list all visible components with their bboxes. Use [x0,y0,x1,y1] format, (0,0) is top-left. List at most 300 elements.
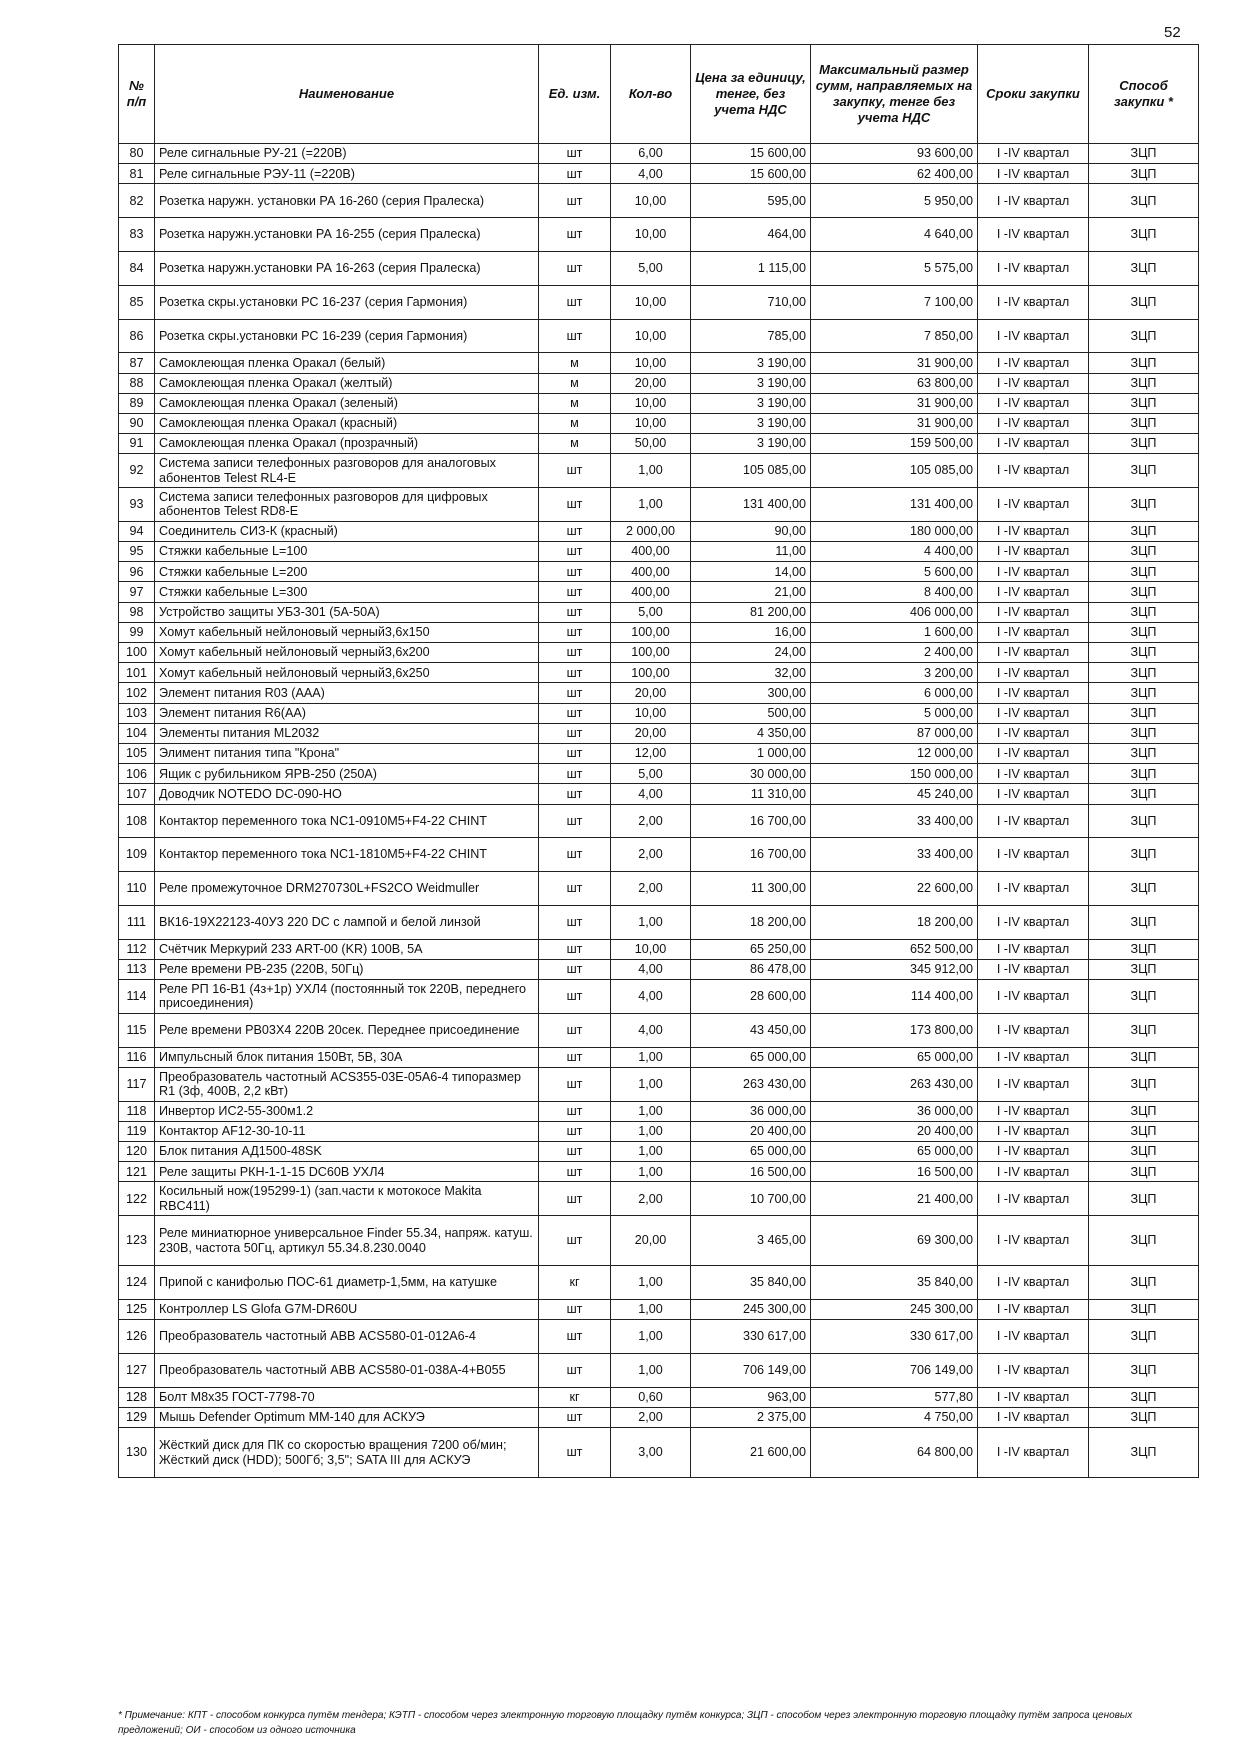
method-cell: ЗЦП [1089,353,1199,373]
quantity-cell: 10,00 [611,413,691,433]
period-cell: I -IV квартал [978,1387,1089,1407]
header-qty: Кол-во [611,45,691,144]
table-row [119,980,1199,1014]
table-row [119,521,1199,541]
unit-cell: м [539,413,611,433]
unit-price-cell: 14,00 [691,562,811,582]
method-cell: ЗЦП [1089,285,1199,319]
item-name: Хомут кабельный нейлоновый черный3,6х150 [155,622,539,642]
unit-cell: шт [539,251,611,285]
method-cell: ЗЦП [1089,872,1199,906]
table-row [119,764,1199,784]
table-row [119,488,1199,522]
table-row [119,1121,1199,1141]
period-cell: I -IV квартал [978,980,1089,1014]
unit-price-cell: 245 300,00 [691,1300,811,1320]
row-number: 107 [119,784,155,804]
unit-price-cell: 65 000,00 [691,1142,811,1162]
unit-price-cell: 330 617,00 [691,1320,811,1354]
max-sum-cell: 8 400,00 [811,582,978,602]
period-cell: I -IV квартал [978,1182,1089,1216]
max-sum-cell: 5 000,00 [811,703,978,723]
unit-cell: шт [539,164,611,184]
max-sum-cell: 706 149,00 [811,1353,978,1387]
unit-cell: шт [539,1353,611,1387]
unit-cell: шт [539,764,611,784]
unit-cell: шт [539,663,611,683]
unit-cell: шт [539,144,611,164]
max-sum-cell: 345 912,00 [811,959,978,979]
max-sum-cell: 33 400,00 [811,838,978,872]
unit-cell: шт [539,804,611,838]
table-body [119,144,1199,1478]
table-row [119,1047,1199,1067]
unit-price-cell: 43 450,00 [691,1013,811,1047]
method-cell: ЗЦП [1089,939,1199,959]
row-number: 80 [119,144,155,164]
period-cell: I -IV квартал [978,1216,1089,1266]
row-number: 92 [119,454,155,488]
item-name: Реле сигнальные РУ-21 (=220В) [155,144,539,164]
item-name: Преобразователь частотный АВВ ACS580-01-012A6-4 [155,1320,539,1354]
table-row [119,582,1199,602]
quantity-cell: 100,00 [611,663,691,683]
period-cell: I -IV квартал [978,602,1089,622]
item-name: Косильный нож(195299-1) (зап.части к мотокосе Makita RBC411) [155,1182,539,1216]
quantity-cell: 2,00 [611,838,691,872]
max-sum-cell: 65 000,00 [811,1047,978,1067]
max-sum-cell: 33 400,00 [811,804,978,838]
quantity-cell: 1,00 [611,488,691,522]
unit-cell: м [539,373,611,393]
quantity-cell: 1,00 [611,1067,691,1101]
period-cell: I -IV квартал [978,1407,1089,1427]
unit-price-cell: 16 700,00 [691,804,811,838]
row-number: 86 [119,319,155,353]
quantity-cell: 2,00 [611,1182,691,1216]
table-row [119,164,1199,184]
period-cell: I -IV квартал [978,1162,1089,1182]
period-cell: I -IV квартал [978,521,1089,541]
unit-cell: кг [539,1266,611,1300]
quantity-cell: 4,00 [611,784,691,804]
period-cell: I -IV квартал [978,1013,1089,1047]
unit-price-cell: 300,00 [691,683,811,703]
period-cell: I -IV квартал [978,319,1089,353]
unit-price-cell: 86 478,00 [691,959,811,979]
table-row [119,663,1199,683]
item-name: Самоклеющая пленка Оракал (прозрачный) [155,434,539,454]
quantity-cell: 400,00 [611,582,691,602]
table-row [119,723,1199,743]
method-cell: ЗЦП [1089,184,1199,218]
row-number: 126 [119,1320,155,1354]
row-number: 105 [119,743,155,763]
method-cell: ЗЦП [1089,1101,1199,1121]
period-cell: I -IV квартал [978,905,1089,939]
header-price: Цена за единицу, тенге, без учета НДС [691,45,811,144]
max-sum-cell: 4 750,00 [811,1407,978,1427]
table-row [119,413,1199,433]
unit-price-cell: 1 000,00 [691,743,811,763]
item-name: Импульсный блок питания 150Вт, 5В, 30А [155,1047,539,1067]
item-name: Контактор АF12-30-10-11 [155,1121,539,1141]
row-number: 106 [119,764,155,784]
quantity-cell: 5,00 [611,602,691,622]
method-cell: ЗЦП [1089,488,1199,522]
quantity-cell: 10,00 [611,218,691,252]
table-row [119,353,1199,373]
item-name: Счётчик Меркурий 233 ART-00 (KR) 100В, 5А [155,939,539,959]
unit-price-cell: 3 190,00 [691,434,811,454]
item-name: Блок питания АД1500-48SK [155,1142,539,1162]
period-cell: I -IV квартал [978,434,1089,454]
unit-cell: м [539,393,611,413]
period-cell: I -IV квартал [978,373,1089,393]
item-name: Розетка наружн. установки РА 16-260 (серия Пралеска) [155,184,539,218]
row-number: 112 [119,939,155,959]
row-number: 123 [119,1216,155,1266]
item-name: Преобразователь частотный АВВ ACS580-01-038A-4+B055 [155,1353,539,1387]
row-number: 97 [119,582,155,602]
unit-price-cell: 263 430,00 [691,1067,811,1101]
row-number: 110 [119,872,155,906]
quantity-cell: 2,00 [611,872,691,906]
table-row [119,285,1199,319]
method-cell: ЗЦП [1089,784,1199,804]
max-sum-cell: 18 200,00 [811,905,978,939]
header-period: Сроки закупки [978,45,1089,144]
item-name: Мышь Defender Optimum MM-140 для АСКУЭ [155,1407,539,1427]
quantity-cell: 1,00 [611,1162,691,1182]
period-cell: I -IV квартал [978,454,1089,488]
max-sum-cell: 105 085,00 [811,454,978,488]
row-number: 115 [119,1013,155,1047]
row-number: 82 [119,184,155,218]
max-sum-cell: 131 400,00 [811,488,978,522]
method-cell: ЗЦП [1089,1182,1199,1216]
max-sum-cell: 65 000,00 [811,1142,978,1162]
quantity-cell: 1,00 [611,1353,691,1387]
table-row [119,1320,1199,1354]
row-number: 118 [119,1101,155,1121]
method-cell: ЗЦП [1089,1142,1199,1162]
method-cell: ЗЦП [1089,454,1199,488]
period-cell: I -IV квартал [978,184,1089,218]
table-row [119,319,1199,353]
item-name: Элимент питания типа "Крона" [155,743,539,763]
item-name: Самоклеющая пленка Оракал (желтый) [155,373,539,393]
max-sum-cell: 180 000,00 [811,521,978,541]
unit-price-cell: 18 200,00 [691,905,811,939]
quantity-cell: 1,00 [611,905,691,939]
item-name: Припой с канифолью ПОС-61 диаметр-1,5мм, на катушке [155,1266,539,1300]
table-row [119,1067,1199,1101]
quantity-cell: 1,00 [611,1047,691,1067]
table-row [119,838,1199,872]
max-sum-cell: 87 000,00 [811,723,978,743]
max-sum-cell: 5 575,00 [811,251,978,285]
item-name: Реле защиты РКН-1-1-15 DC60В УХЛ4 [155,1162,539,1182]
row-number: 128 [119,1387,155,1407]
row-number: 111 [119,905,155,939]
table-row [119,622,1199,642]
method-cell: ЗЦП [1089,980,1199,1014]
item-name: Контроллер LS Glofa G7M-DR60U [155,1300,539,1320]
table-row [119,251,1199,285]
period-cell: I -IV квартал [978,683,1089,703]
max-sum-cell: 93 600,00 [811,144,978,164]
max-sum-cell: 4 640,00 [811,218,978,252]
method-cell: ЗЦП [1089,703,1199,723]
max-sum-cell: 31 900,00 [811,393,978,413]
method-cell: ЗЦП [1089,622,1199,642]
unit-price-cell: 11 300,00 [691,872,811,906]
method-cell: ЗЦП [1089,1387,1199,1407]
unit-cell: шт [539,1047,611,1067]
table-row [119,683,1199,703]
unit-price-cell: 11 310,00 [691,784,811,804]
unit-price-cell: 710,00 [691,285,811,319]
quantity-cell: 1,00 [611,1320,691,1354]
table-row [119,703,1199,723]
period-cell: I -IV квартал [978,643,1089,663]
max-sum-cell: 31 900,00 [811,413,978,433]
method-cell: ЗЦП [1089,663,1199,683]
row-number: 114 [119,980,155,1014]
period-cell: I -IV квартал [978,1121,1089,1141]
method-cell: ЗЦП [1089,251,1199,285]
period-cell: I -IV квартал [978,959,1089,979]
header-row [119,45,1199,144]
table-row [119,144,1199,164]
quantity-cell: 10,00 [611,939,691,959]
period-cell: I -IV квартал [978,218,1089,252]
table-row [119,434,1199,454]
unit-cell: м [539,434,611,454]
row-number: 84 [119,251,155,285]
unit-cell: шт [539,602,611,622]
unit-price-cell: 16 500,00 [691,1162,811,1182]
unit-price-cell: 30 000,00 [691,764,811,784]
table-row [119,959,1199,979]
item-name: Реле РП 16-В1 (4з+1р) УХЛ4 (постоянный ток 220В, переднего присоединения) [155,980,539,1014]
unit-price-cell: 21,00 [691,582,811,602]
table-row [119,1101,1199,1121]
row-number: 109 [119,838,155,872]
row-number: 85 [119,285,155,319]
period-cell: I -IV квартал [978,542,1089,562]
unit-price-cell: 11,00 [691,542,811,562]
header-max-sum: Максимальный размер сумм, направляемых на закупку, тенге без учета НДС [811,45,978,144]
method-cell: ЗЦП [1089,1162,1199,1182]
row-number: 113 [119,959,155,979]
method-cell: ЗЦП [1089,1047,1199,1067]
max-sum-cell: 31 900,00 [811,353,978,373]
item-name: Розетка наружн.установки РА 16-255 (серия Пралеска) [155,218,539,252]
unit-cell: шт [539,582,611,602]
max-sum-cell: 2 400,00 [811,643,978,663]
max-sum-cell: 150 000,00 [811,764,978,784]
row-number: 89 [119,393,155,413]
item-name: Элемент питания R6(AA) [155,703,539,723]
method-cell: ЗЦП [1089,562,1199,582]
unit-cell: шт [539,980,611,1014]
max-sum-cell: 245 300,00 [811,1300,978,1320]
method-cell: ЗЦП [1089,683,1199,703]
max-sum-cell: 114 400,00 [811,980,978,1014]
item-name: Болт М8х35 ГОСТ-7798-70 [155,1387,539,1407]
row-number: 124 [119,1266,155,1300]
table-row [119,1353,1199,1387]
unit-cell: шт [539,184,611,218]
method-cell: ЗЦП [1089,1353,1199,1387]
period-cell: I -IV квартал [978,804,1089,838]
unit-price-cell: 131 400,00 [691,488,811,522]
method-cell: ЗЦП [1089,319,1199,353]
unit-price-cell: 15 600,00 [691,144,811,164]
footnote: * Примечание: КПТ - способом конкурса путём тендера; КЭТП - способом через электронную торговую площадку путём конкурса; ЗЦП - способом через электронную торговую площадку путём запроса ценовых предложений; ОИ - способом из одного источника [118,1710,1133,1736]
method-cell: ЗЦП [1089,1266,1199,1300]
row-number: 102 [119,683,155,703]
unit-price-cell: 28 600,00 [691,980,811,1014]
table-row [119,1013,1199,1047]
period-cell: I -IV квартал [978,488,1089,522]
item-name: Хомут кабельный нейлоновый черный3,6х250 [155,663,539,683]
max-sum-cell: 652 500,00 [811,939,978,959]
method-cell: ЗЦП [1089,434,1199,454]
max-sum-cell: 7 850,00 [811,319,978,353]
method-cell: ЗЦП [1089,1216,1199,1266]
row-number: 101 [119,663,155,683]
unit-cell: шт [539,872,611,906]
unit-cell: шт [539,319,611,353]
max-sum-cell: 159 500,00 [811,434,978,454]
max-sum-cell: 36 000,00 [811,1101,978,1121]
table-row [119,393,1199,413]
row-number: 127 [119,1353,155,1387]
quantity-cell: 100,00 [611,643,691,663]
method-cell: ЗЦП [1089,643,1199,663]
table-row [119,939,1199,959]
unit-price-cell: 24,00 [691,643,811,663]
period-cell: I -IV квартал [978,393,1089,413]
period-cell: I -IV квартал [978,144,1089,164]
unit-cell: шт [539,703,611,723]
unit-cell: шт [539,1428,611,1478]
unit-cell: шт [539,542,611,562]
period-cell: I -IV квартал [978,1142,1089,1162]
item-name: Система записи телефонных разговоров для цифровых абонентов Telest RD8-E [155,488,539,522]
item-name: Элементы питания ML2032 [155,723,539,743]
table-row [119,454,1199,488]
row-number: 98 [119,602,155,622]
unit-cell: шт [539,1013,611,1047]
procurement-table [118,44,1199,1478]
max-sum-cell: 63 800,00 [811,373,978,393]
unit-cell: шт [539,1142,611,1162]
unit-cell: шт [539,838,611,872]
item-name: Реле промежуточное DRM270730L+FS2CO Weidmuller [155,872,539,906]
row-number: 88 [119,373,155,393]
table-row [119,184,1199,218]
table-row [119,562,1199,582]
row-number: 87 [119,353,155,373]
unit-cell: шт [539,1182,611,1216]
row-number: 104 [119,723,155,743]
unit-cell: шт [539,743,611,763]
period-cell: I -IV квартал [978,663,1089,683]
quantity-cell: 10,00 [611,184,691,218]
method-cell: ЗЦП [1089,723,1199,743]
quantity-cell: 1,00 [611,1121,691,1141]
item-name: Доводчик NOTEDO DC-090-HO [155,784,539,804]
method-cell: ЗЦП [1089,164,1199,184]
max-sum-cell: 21 400,00 [811,1182,978,1216]
max-sum-cell: 16 500,00 [811,1162,978,1182]
unit-cell: шт [539,1320,611,1354]
table-row [119,218,1199,252]
quantity-cell: 2,00 [611,1407,691,1427]
item-name: Реле времени РВ03Х4 220В 20сек. Переднее присоединение [155,1013,539,1047]
unit-cell: шт [539,1407,611,1427]
method-cell: ЗЦП [1089,1013,1199,1047]
table-row [119,743,1199,763]
unit-cell: кг [539,1387,611,1407]
max-sum-cell: 5 950,00 [811,184,978,218]
unit-price-cell: 2 375,00 [691,1407,811,1427]
max-sum-cell: 1 600,00 [811,622,978,642]
method-cell: ЗЦП [1089,1407,1199,1427]
quantity-cell: 20,00 [611,683,691,703]
unit-price-cell: 3 190,00 [691,353,811,373]
unit-cell: шт [539,1162,611,1182]
period-cell: I -IV квартал [978,562,1089,582]
header-method: Способ закупки * [1089,45,1199,144]
unit-price-cell: 3 190,00 [691,413,811,433]
table-row [119,643,1199,663]
unit-cell: шт [539,521,611,541]
unit-price-cell: 785,00 [691,319,811,353]
quantity-cell: 4,00 [611,1013,691,1047]
method-cell: ЗЦП [1089,521,1199,541]
method-cell: ЗЦП [1089,582,1199,602]
quantity-cell: 4,00 [611,959,691,979]
row-number: 129 [119,1407,155,1427]
method-cell: ЗЦП [1089,144,1199,164]
unit-cell: шт [539,622,611,642]
period-cell: I -IV квартал [978,1428,1089,1478]
quantity-cell: 20,00 [611,723,691,743]
quantity-cell: 10,00 [611,393,691,413]
table-row [119,1216,1199,1266]
unit-price-cell: 3 190,00 [691,393,811,413]
max-sum-cell: 330 617,00 [811,1320,978,1354]
table-row [119,542,1199,562]
item-name: Элемент питания R03 (AAA) [155,683,539,703]
quantity-cell: 1,00 [611,1142,691,1162]
unit-price-cell: 706 149,00 [691,1353,811,1387]
max-sum-cell: 5 600,00 [811,562,978,582]
unit-price-cell: 65 250,00 [691,939,811,959]
unit-price-cell: 105 085,00 [691,454,811,488]
method-cell: ЗЦП [1089,602,1199,622]
unit-cell: шт [539,285,611,319]
max-sum-cell: 20 400,00 [811,1121,978,1141]
period-cell: I -IV квартал [978,622,1089,642]
unit-price-cell: 32,00 [691,663,811,683]
row-number: 108 [119,804,155,838]
